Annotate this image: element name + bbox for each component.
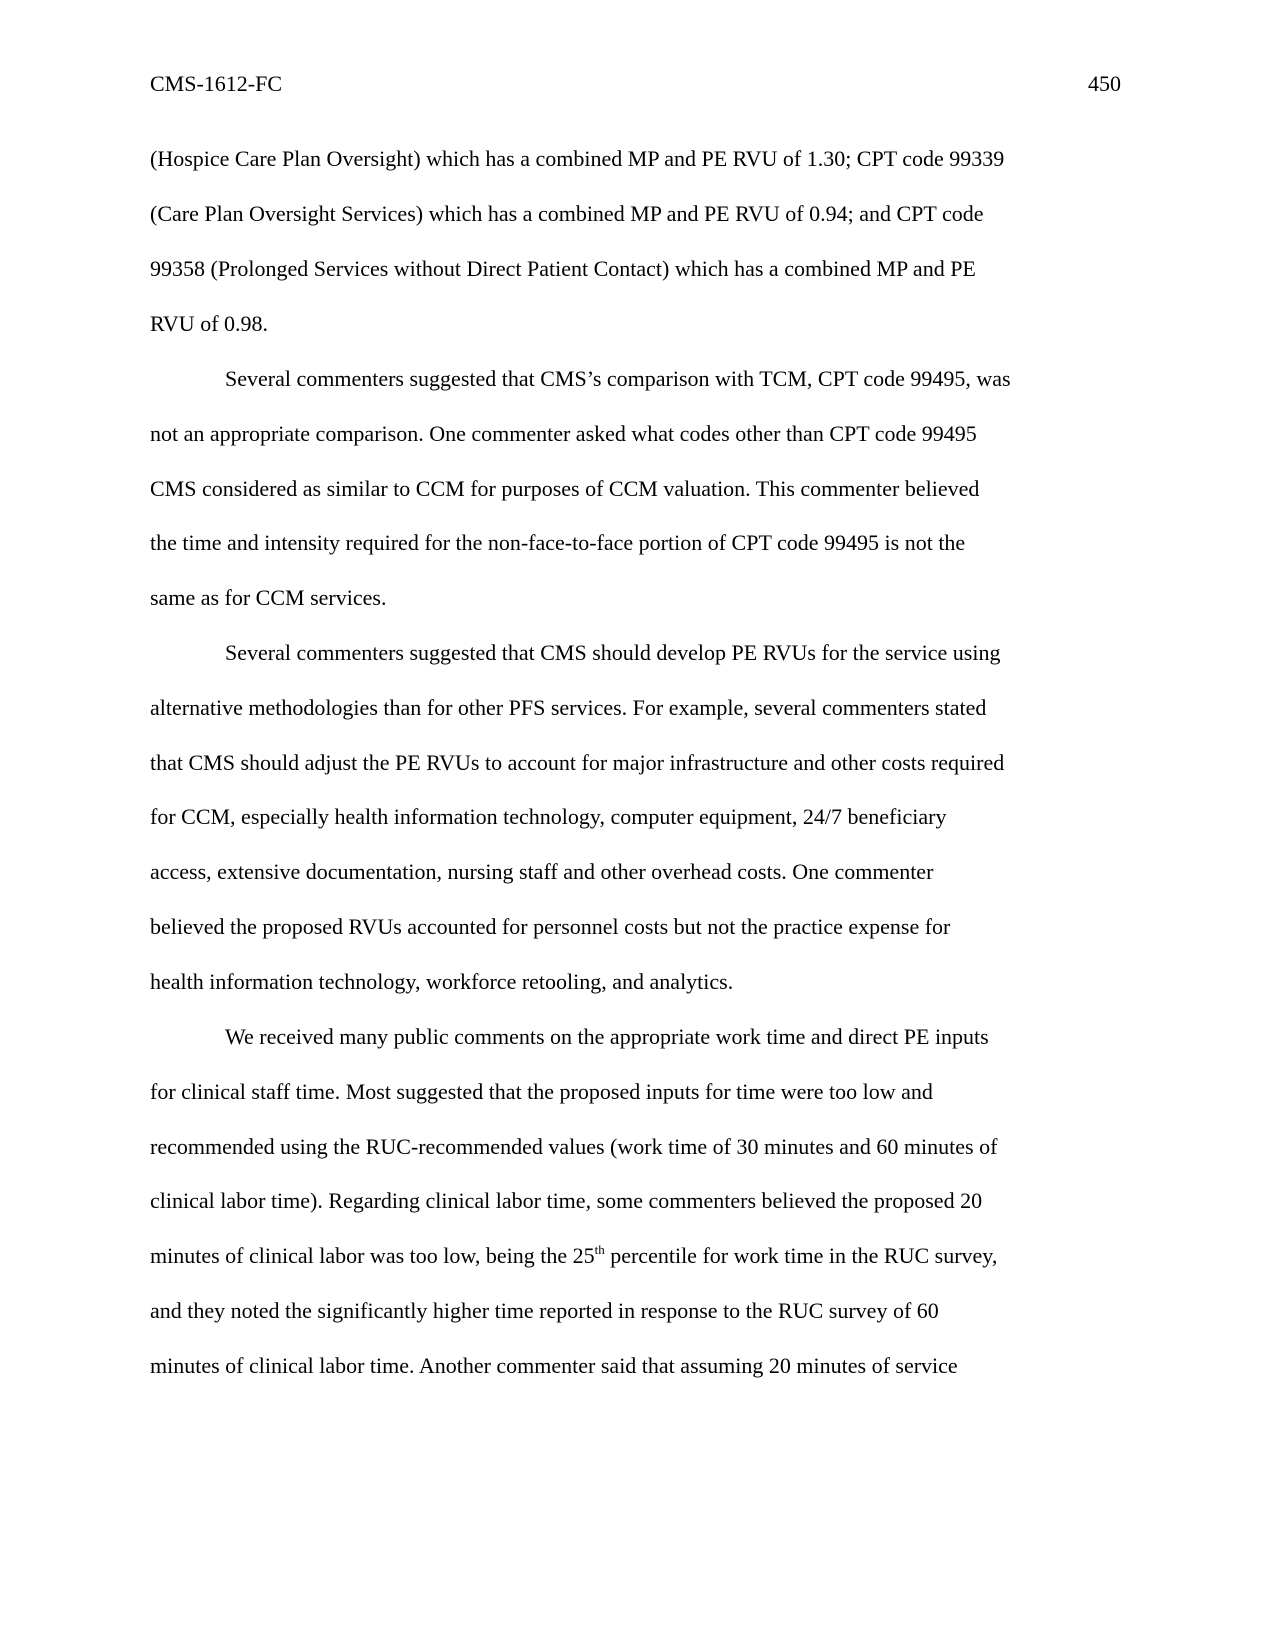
text-segment: minutes of clinical labor was too low, being the 25 xyxy=(150,1243,595,1268)
text-line: clinical labor time). Regarding clinical labor time, some commenters believed the proposed 20 xyxy=(150,1188,983,1213)
text-line: believed the proposed RVUs accounted for personnel costs but not the practice expense for xyxy=(150,914,951,939)
text-segment: percentile for work time in the RUC survey, xyxy=(604,1243,998,1268)
text-line: CMS considered as similar to CCM for purposes of CCM valuation. This commenter believed xyxy=(150,476,980,501)
text-line: the time and intensity required for the non-face-to-face portion of CPT code 99495 is not the xyxy=(150,530,966,555)
paragraph-first-line: Several commenters suggested that CMS should develop PE RVUs for the service using xyxy=(225,640,1001,665)
page-number: 450 xyxy=(1088,71,1121,96)
paragraph-first-line: We received many public comments on the appropriate work time and direct PE inputs xyxy=(225,1024,989,1049)
text-line: 99358 (Prolonged Services without Direct Patient Contact) which has a combined MP and PE xyxy=(150,256,976,281)
text-line-with-superscript xyxy=(150,1242,998,1268)
text-line: and they noted the significantly higher time reported in response to the RUC survey of 60 xyxy=(150,1298,939,1323)
document-id: CMS-1612-FC xyxy=(150,71,283,96)
text-line: (Care Plan Oversight Services) which has a combined MP and PE RVU of 0.94; and CPT code xyxy=(150,201,984,226)
text-line: access, extensive documentation, nursing staff and other overhead costs. One commenter xyxy=(150,859,934,884)
text-line: alternative methodologies than for other PFS services. For example, several commenters stated xyxy=(150,695,987,720)
text-line: same as for CCM services. xyxy=(150,585,387,610)
text-line: minutes of clinical labor time. Another commenter said that assuming 20 minutes of service xyxy=(150,1353,958,1378)
text-line: that CMS should adjust the PE RVUs to account for major infrastructure and other costs required xyxy=(150,750,1005,775)
text-line: for clinical staff time. Most suggested that the proposed inputs for time were too low and xyxy=(150,1079,933,1104)
text-line: RVU of 0.98. xyxy=(150,311,269,336)
text-line: recommended using the RUC-recommended values (work time of 30 minutes and 60 minutes of xyxy=(150,1134,998,1159)
paragraph-first-line: Several commenters suggested that CMS’s comparison with TCM, CPT code 99495, was xyxy=(225,366,1011,391)
text-line: (Hospice Care Plan Oversight) which has a combined MP and PE RVU of 1.30; CPT code 99339 xyxy=(150,146,1005,171)
text-line: not an appropriate comparison. One commenter asked what codes other than CPT code 99495 xyxy=(150,421,977,446)
text-line: for CCM, especially health information technology, computer equipment, 24/7 beneficiary xyxy=(150,804,947,829)
superscript-ordinal: th xyxy=(594,1242,605,1257)
text-line: health information technology, workforce retooling, and analytics. xyxy=(150,969,734,994)
